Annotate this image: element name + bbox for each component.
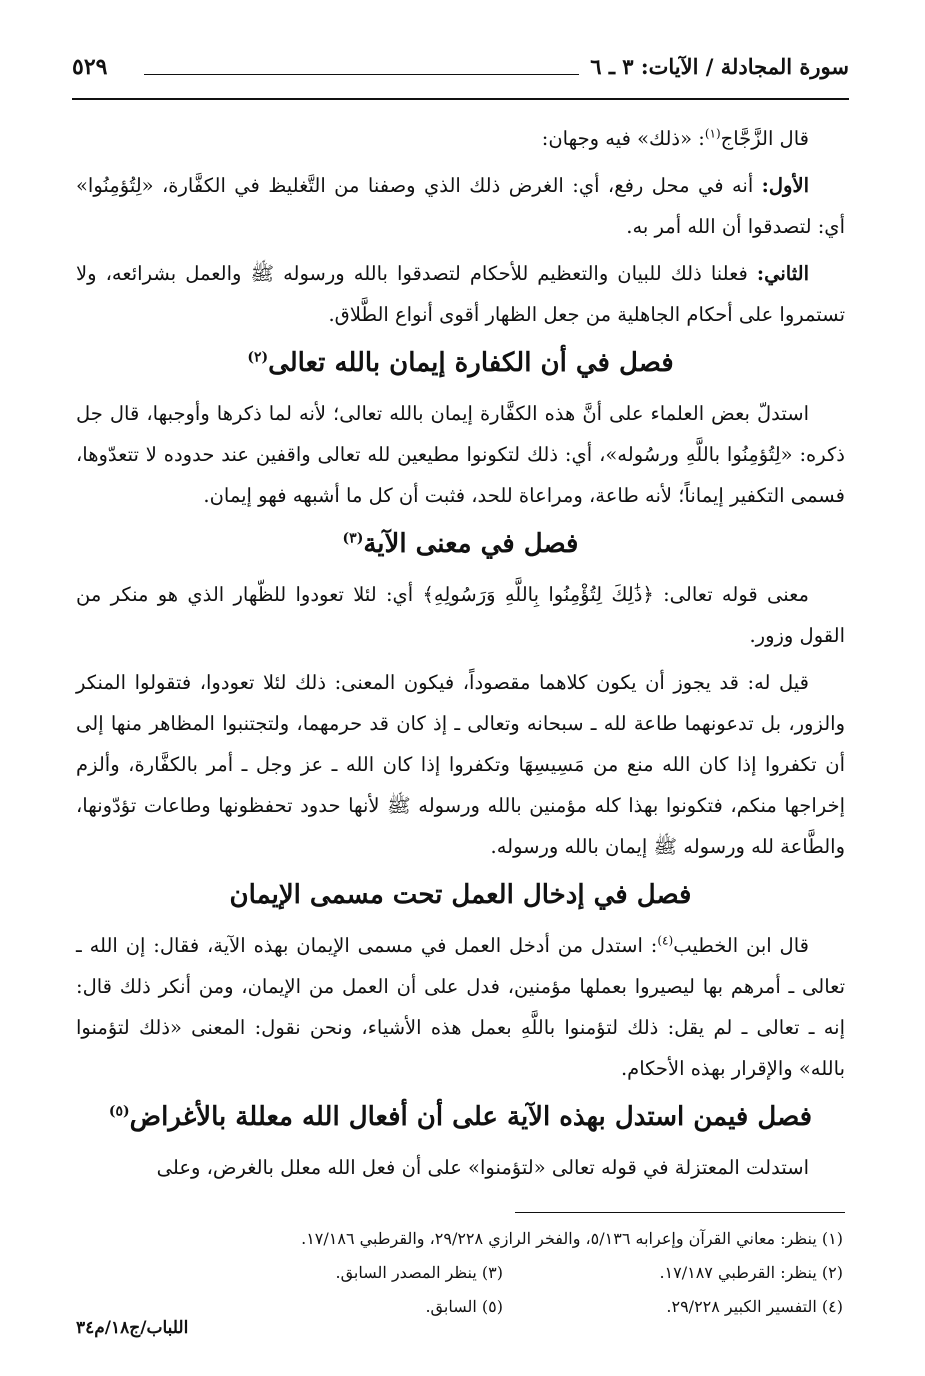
header-rule bbox=[144, 74, 579, 75]
paragraph: الأول: أنه في محل رفع، أي: الغرض ذلك الذي وصفنا من التَّغليظ في الكفَّارة، «لِتُؤمِنُوا» أي: لتصدقوا أن الله أمر به. bbox=[76, 174, 845, 238]
footnote-ref: (١) bbox=[704, 126, 721, 141]
page-number: ٥٢٩ bbox=[72, 54, 108, 80]
running-title: سورة المجادلة / الآيات: ٣ ـ ٦ bbox=[590, 54, 849, 79]
page-header bbox=[72, 50, 849, 100]
section-heading: فصل في إدخال العمل تحت مسمى الإيمان bbox=[229, 880, 692, 910]
section-heading: فصل في معنى الآية$^{(٣)}$ bbox=[342, 529, 579, 559]
footnote-ref: (٤) bbox=[657, 933, 674, 948]
section-heading: فصل فيمن استدل بهذه الآية على أن أفعال الله معللة بالأغراض$^{(٥)}$ bbox=[108, 1102, 813, 1132]
paragraph: الثاني: فعلنا ذلك للبيان والتعظيم للأحكام لتصدقوا بالله ورسوله ﷺ والعمل بشرائعه، ولا تستمروا على أحكام الجاهلية من جعل الظهار أقوى أنواع الطَّلاق. bbox=[76, 262, 845, 326]
footnote-ref: (٥) bbox=[108, 1103, 130, 1120]
term-label: الثاني: bbox=[756, 262, 809, 285]
paragraph: قيل له: قد يجوز أن يكون كلاهما مقصوداً، فيكون المعنى: ذلك لئلا تعودوا، فتقولوا المنكر والزور، بل تدعونهما طاعة لله ـ سبحانه وتعالى ـ إذ كان قد حرمهما، ولتجتنبوا المظاهر منها إلى أن تكفروا إذا كان الله منع من مَسِيسِهَا وتكفروا إذا كان الله ـ عز وجل ـ أمر بالكفَّارة، وألزم إخراجها منكم، فتكونوا بهذا كله مؤمنين بالله ورسوله ﷺ لأنها حدود تحفظونها وطاعات تؤدّونها، والطَّاعة لله ورسوله ﷺ إيمان بالله ورسوله. bbox=[76, 671, 845, 858]
footnote: (٤) التفسير الكبير ٢٩/٢٢٨. bbox=[666, 1297, 843, 1316]
paragraph: استدلّ بعض العلماء على أنَّ هذه الكفَّارة إيمان بالله تعالى؛ لأنه لما ذكرها وأوجبها، قال جل ذكره: «لِتُؤمِنُوا باللَّهِ ورسُوله»، أي: ذلك لتكونوا مطيعين لله تعالى واقفين عند حدوده لا تتعدّوها، فسمى التكفير إيماناً؛ لأنه طاعة، ومراعاة للحد، فثبت أن كل ما أشبهه فهو إيمان. bbox=[76, 402, 845, 507]
footnote: (٣) ينظر المصدر السابق. bbox=[335, 1263, 503, 1282]
footnote-ref: (٣) bbox=[342, 530, 364, 547]
paragraph: قال ابن الخطيب$^{(٤)}$: استدل من أدخل العمل في مسمى الإيمان بهذه الآية، فقال: إن الله ـ تعالى ـ أمرهم بها ليصيروا بعملها مؤمنين، فدل على أن العمل من الإيمان، ومن أنكر ذلك قال: إنه ـ تعالى ـ لم يقل: ذلك لتؤمنوا باللَّهِ بعمل هذه الأشياء، ونحن نقول: المعنى «ذلك لتؤمنوا بالله» والإقرار بهذه الأحكام. bbox=[76, 933, 845, 1080]
footnotes bbox=[80, 1222, 843, 1324]
footnote: (٢) ينظر: القرطبي ١٧/١٨٧. bbox=[659, 1263, 843, 1282]
paragraph: استدلت المعتزلة في قوله تعالى «لتؤمنوا» على أن فعل الله معلل بالغرض، وعلى bbox=[156, 1156, 809, 1179]
footnote-ref: (٢) bbox=[247, 349, 269, 366]
main-text bbox=[76, 118, 845, 1194]
paragraph: قال الزَّجَّاج$^{(١)}$: «ذلك» فيه وجهان: bbox=[541, 126, 809, 150]
footnote: (١) ينظر: معاني القرآن وإعرابه ٥/١٣٦، والفخر الرازي ٢٩/٢٢٨، والقرطبي ١٧/١٨٦. bbox=[301, 1229, 843, 1248]
section-heading: فصل في أن الكفارة إيمان بالله تعالى$^{(٢)}$ bbox=[247, 348, 674, 378]
paragraph: معنى قوله تعالى: ﴿ذَٰلِكَ لِتُؤْمِنُوا بِاللَّهِ وَرَسُولِهِ﴾ أي: لئلا تعودوا للظّهار الذي هو منكر من القول وزور. bbox=[76, 583, 845, 647]
term-label: الأول: bbox=[761, 174, 809, 197]
footnote-divider bbox=[515, 1212, 845, 1213]
footnote: (٥) السابق. bbox=[425, 1297, 503, 1316]
signature-mark: اللباب/ج١٨/م٣٤ bbox=[76, 1318, 189, 1338]
